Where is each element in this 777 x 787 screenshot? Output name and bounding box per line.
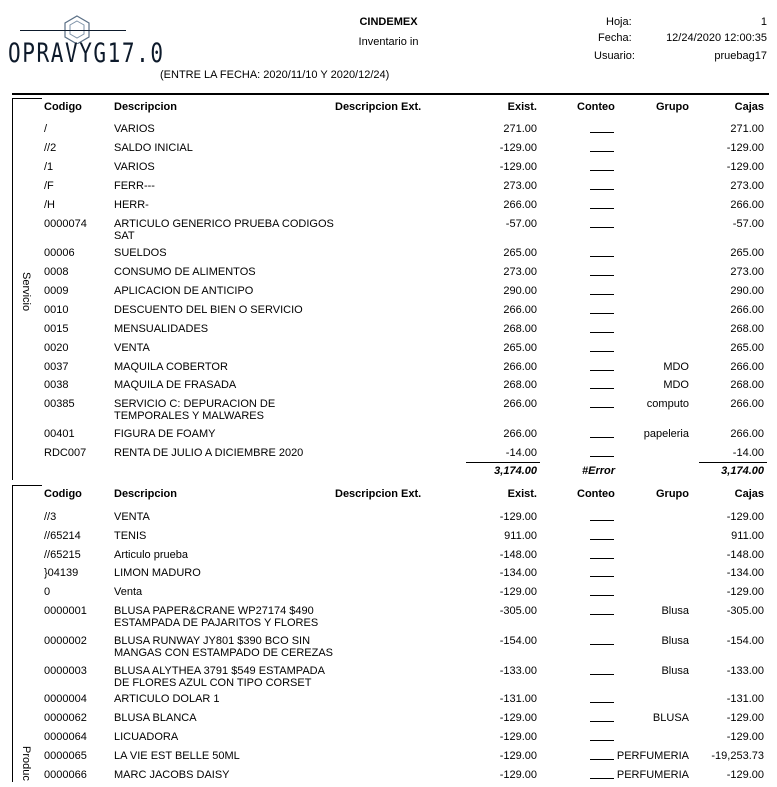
cell-exist: 266.00 <box>503 199 537 211</box>
cell-codigo: }04139 <box>44 567 79 579</box>
cell-descripcion: CONSUMO DE ALIMENTOS <box>114 266 256 278</box>
table-row <box>0 379 777 397</box>
cell-cajas: -129.00 <box>726 769 764 781</box>
col-exist: Exist. <box>507 101 537 113</box>
table-row <box>0 549 777 567</box>
table-row <box>0 398 777 422</box>
cell-cajas: 266.00 <box>730 428 764 440</box>
conteo-blank[interactable] <box>590 635 614 645</box>
cell-descripcion: VENTA <box>114 342 150 354</box>
cell-codigo: //2 <box>44 142 57 154</box>
cell-cajas: -129.00 <box>726 161 764 173</box>
cell-grupo: PERFUMERIA <box>616 769 689 781</box>
cell-cajas: -131.00 <box>726 693 764 705</box>
cell-exist: 273.00 <box>503 180 537 192</box>
cell-descripcion: RENTA DE JULIO A DICIEMBRE 2020 <box>114 447 304 459</box>
cell-codigo: //3 <box>44 511 57 523</box>
cell-descripcion: ARTICULO GENERICO PRUEBA CODIGOS SAT <box>114 218 334 242</box>
cell-descripcion: Articulo prueba <box>114 549 188 561</box>
cell-exist: -129.00 <box>499 731 537 743</box>
cell-codigo: 0000003 <box>44 665 87 677</box>
cell-exist: 265.00 <box>503 342 537 354</box>
table-row <box>0 511 777 529</box>
cell-codigo: //65215 <box>44 549 81 561</box>
table-row <box>0 447 777 465</box>
cell-cajas: -57.00 <box>732 218 764 230</box>
section-marker <box>12 485 42 486</box>
col-grupo: Grupo <box>656 488 689 500</box>
cell-codigo: 0000074 <box>44 218 87 230</box>
table-row <box>0 285 777 303</box>
cell-cajas: -129.00 <box>726 142 764 154</box>
conteo-blank[interactable] <box>590 605 614 615</box>
table-row <box>0 428 777 446</box>
total-exist: 3,174.00 <box>494 465 537 477</box>
cell-cajas: 271.00 <box>730 123 764 135</box>
cell-cajas: 266.00 <box>730 304 764 316</box>
cell-exist: -148.00 <box>499 549 537 561</box>
conteo-blank[interactable] <box>590 428 614 438</box>
cell-codigo: 00401 <box>44 428 75 440</box>
cell-exist: 268.00 <box>503 379 537 391</box>
conteo-blank[interactable] <box>590 199 614 209</box>
cell-exist: 266.00 <box>503 398 537 410</box>
column-header-row <box>0 101 777 119</box>
cell-descripcion: APLICACION DE ANTICIPO <box>114 285 254 297</box>
cell-exist: -129.00 <box>499 750 537 762</box>
cell-codigo: 0020 <box>44 342 69 354</box>
conteo-blank[interactable] <box>590 180 614 190</box>
section-marker <box>12 98 42 99</box>
col-descripcion: Descripcion <box>114 101 177 113</box>
cell-descripcion: MAQUILA COBERTOR <box>114 361 228 373</box>
cell-cajas: 266.00 <box>730 199 764 211</box>
cell-exist: -129.00 <box>499 142 537 154</box>
cell-codigo: 0009 <box>44 285 69 297</box>
cell-codigo: 0008 <box>44 266 69 278</box>
usuario-value: pruebag17 <box>714 50 767 62</box>
logo-rule <box>20 30 126 31</box>
conteo-blank[interactable] <box>590 769 614 779</box>
cell-codigo: 0037 <box>44 361 69 373</box>
cell-codigo: / <box>44 123 48 135</box>
col-codigo: Codigo <box>44 101 82 113</box>
cell-exist: -131.00 <box>499 693 537 705</box>
table-row <box>0 586 777 604</box>
table-row <box>0 266 777 284</box>
cell-exist: -305.00 <box>499 605 537 617</box>
cell-cajas: 266.00 <box>730 361 764 373</box>
report-title: Inventario in <box>358 36 419 48</box>
cell-descripcion: VARIOS <box>114 161 155 173</box>
cell-exist: -129.00 <box>499 511 537 523</box>
cell-descripcion: MARC JACOBS DAISY <box>114 769 230 781</box>
cell-cajas: 268.00 <box>730 379 764 391</box>
conteo-blank[interactable] <box>590 323 614 333</box>
cell-cajas: 911.00 <box>731 530 764 542</box>
cell-cajas: -305.00 <box>726 605 764 617</box>
cell-exist: -129.00 <box>499 586 537 598</box>
total-line <box>699 462 767 463</box>
cell-exist: 273.00 <box>503 266 537 278</box>
cell-grupo: papeleria <box>643 428 689 440</box>
cell-cajas: -129.00 <box>726 511 764 523</box>
conteo-blank[interactable] <box>590 447 614 457</box>
cell-descripcion: TENIS <box>114 530 147 542</box>
cell-descripcion: FIGURA DE FOAMY <box>114 428 216 440</box>
conteo-blank[interactable] <box>590 665 614 675</box>
conteo-blank[interactable] <box>590 549 614 559</box>
cell-descripcion: SUELDOS <box>114 247 167 259</box>
fecha-label: Fecha: <box>598 32 632 44</box>
table-row <box>0 693 777 711</box>
conteo-blank[interactable] <box>590 511 614 521</box>
cell-codigo: 0 <box>44 586 51 598</box>
table-row <box>0 304 777 322</box>
conteo-blank[interactable] <box>590 342 614 352</box>
company-name: CINDEMEX <box>359 16 418 28</box>
cell-descripcion: DESCUENTO DEL BIEN O SERVICIO <box>114 304 303 316</box>
col-codigo: Codigo <box>44 488 82 500</box>
conteo-blank[interactable] <box>590 712 614 722</box>
cell-cajas: -129.00 <box>726 712 764 724</box>
conteo-blank[interactable] <box>590 567 614 577</box>
table-row <box>0 323 777 341</box>
cell-codigo: /H <box>44 199 55 211</box>
table-row <box>0 712 777 730</box>
cell-codigo: /1 <box>44 161 54 173</box>
conteo-blank[interactable] <box>590 379 614 389</box>
cell-cajas: 290.00 <box>730 285 764 297</box>
conteo-blank[interactable] <box>590 586 614 596</box>
cell-exist: -57.00 <box>505 218 537 230</box>
table-row <box>0 142 777 160</box>
cell-descripcion: FERR--- <box>114 180 155 192</box>
cell-grupo: Blusa <box>661 665 689 677</box>
table-row <box>0 199 777 217</box>
cell-descripcion: ARTICULO DOLAR 1 <box>114 693 220 705</box>
cell-cajas: -129.00 <box>726 586 764 598</box>
table-row <box>0 665 777 689</box>
cell-descripcion: VARIOS <box>114 123 155 135</box>
cell-descripcion: BLUSA BLANCA <box>114 712 197 724</box>
cell-codigo: 0000064 <box>44 731 87 743</box>
cell-descripcion: LICUADORA <box>114 731 179 743</box>
cell-descripcion: MAQUILA DE FRASADA <box>114 379 237 391</box>
conteo-blank[interactable] <box>590 731 614 741</box>
header-divider <box>12 93 769 95</box>
table-row <box>0 567 777 585</box>
cell-grupo: PERFUMERIA <box>616 750 689 762</box>
col-conteo: Conteo <box>577 488 615 500</box>
cell-grupo: BLUSA <box>652 712 689 724</box>
cell-grupo: Blusa <box>661 605 689 617</box>
cell-codigo: 0000065 <box>44 750 87 762</box>
col-descripcion: Descripcion <box>114 488 177 500</box>
conteo-blank[interactable] <box>590 304 614 314</box>
cell-grupo: MDO <box>663 379 689 391</box>
total-cajas: 3,174.00 <box>721 465 764 477</box>
table-row <box>0 218 777 242</box>
cell-cajas: -133.00 <box>726 665 764 677</box>
conteo-blank[interactable] <box>590 218 614 228</box>
cell-descripcion: VENTA <box>114 511 150 523</box>
cell-cajas: 266.00 <box>730 398 764 410</box>
cell-cajas: 265.00 <box>730 247 764 259</box>
cell-cajas: 268.00 <box>730 323 764 335</box>
cell-descripcion: BLUSA ALYTHEA 3791 $549 ESTAMPADA DE FLORES AZUL CON TIPO CORSET <box>114 665 325 689</box>
cell-codigo: RDC007 <box>44 447 87 459</box>
cell-codigo: 0000066 <box>44 769 87 781</box>
conteo-blank[interactable] <box>590 142 614 152</box>
col-descripcion-ext: Descripcion Ext. <box>335 101 422 113</box>
conteo-blank[interactable] <box>590 161 614 171</box>
cell-descripcion: Venta <box>114 586 143 598</box>
cell-grupo: computo <box>646 398 689 410</box>
cell-codigo: 0010 <box>44 304 69 316</box>
conteo-blank[interactable] <box>590 361 614 371</box>
cell-cajas: -134.00 <box>726 567 764 579</box>
cell-codigo: 0015 <box>44 323 69 335</box>
cell-exist: -134.00 <box>499 567 537 579</box>
cell-codigo: 0038 <box>44 379 69 391</box>
total-conteo: #Error <box>582 465 616 477</box>
cell-codigo: 00385 <box>44 398 75 410</box>
conteo-blank[interactable] <box>590 123 614 133</box>
conteo-blank[interactable] <box>590 266 614 276</box>
cell-cajas: -19,253.73 <box>711 750 764 762</box>
logo-text: OPRAVYG17.0 <box>8 38 165 69</box>
conteo-blank[interactable] <box>590 530 614 540</box>
cell-exist: -129.00 <box>499 769 537 781</box>
cell-descripcion: SALDO INICIAL <box>114 142 193 154</box>
col-exist: Exist. <box>507 488 537 500</box>
usuario-label: Usuario: <box>594 50 635 62</box>
cell-codigo: 0000004 <box>44 693 87 705</box>
cell-codigo: /F <box>44 180 54 192</box>
cell-descripcion: MENSUALIDADES <box>114 323 209 335</box>
cell-exist: -129.00 <box>499 161 537 173</box>
col-descripcion-ext: Descripcion Ext. <box>335 488 422 500</box>
table-row <box>0 731 777 749</box>
section-label: Produc <box>20 746 32 781</box>
cell-descripcion: LA VIE EST BELLE 50ML <box>114 750 240 762</box>
cell-exist: 266.00 <box>503 304 537 316</box>
col-grupo: Grupo <box>656 101 689 113</box>
cell-exist: -14.00 <box>505 447 537 459</box>
col-cajas: Cajas <box>734 101 764 113</box>
table-row <box>0 530 777 548</box>
cell-grupo: MDO <box>663 361 689 373</box>
cell-cajas: 273.00 <box>730 266 764 278</box>
fecha-value: 12/24/2020 12:00:35 <box>666 32 767 44</box>
conteo-blank[interactable] <box>590 247 614 257</box>
table-row <box>0 769 777 787</box>
cell-exist: 268.00 <box>503 323 537 335</box>
section-label: Servicio <box>20 272 32 312</box>
conteo-blank[interactable] <box>590 398 614 408</box>
cell-cajas: -154.00 <box>726 635 764 647</box>
cell-codigo: 0000002 <box>44 635 87 647</box>
cell-cajas: -129.00 <box>726 731 764 743</box>
hoja-label: Hoja: <box>606 16 632 28</box>
conteo-blank[interactable] <box>590 285 614 295</box>
total-row <box>0 465 777 483</box>
cell-codigo: 0000001 <box>44 605 87 617</box>
table-row <box>0 750 777 768</box>
cell-cajas: -14.00 <box>732 447 764 459</box>
table-row <box>0 342 777 360</box>
table-row <box>0 635 777 659</box>
cell-exist: 265.00 <box>503 247 537 259</box>
cell-exist: 911.00 <box>504 530 537 542</box>
cell-descripcion: SERVICIO C: DEPURACION DE TEMPORALES Y MALWARES <box>114 398 276 422</box>
cell-descripcion: HERR- <box>114 199 149 211</box>
cell-exist: -154.00 <box>499 635 537 647</box>
cell-exist: 290.00 <box>503 285 537 297</box>
cell-exist: -133.00 <box>499 665 537 677</box>
table-row <box>0 247 777 265</box>
table-row <box>0 161 777 179</box>
cell-descripcion: BLUSA PAPER&CRANE WP27174 $490 ESTAMPADA DE PAJARITOS Y FLORES <box>114 605 319 629</box>
cell-codigo: //65214 <box>44 530 81 542</box>
date-range: (ENTRE LA FECHA: 2020/11/10 Y 2020/12/24) <box>160 69 390 81</box>
cell-descripcion: BLUSA RUNWAY JY801 $390 BCO SIN MANGAS CON ESTAMPADO DE CEREZAS <box>114 635 334 659</box>
cell-exist: 266.00 <box>503 361 537 373</box>
cell-exist: -129.00 <box>499 712 537 724</box>
table-row <box>0 123 777 141</box>
cell-codigo: 0000062 <box>44 712 87 724</box>
cell-exist: 266.00 <box>503 428 537 440</box>
table-row <box>0 361 777 379</box>
cell-cajas: 265.00 <box>730 342 764 354</box>
cell-exist: 271.00 <box>503 123 537 135</box>
hoja-value: 1 <box>760 16 767 28</box>
total-line <box>466 462 540 463</box>
col-conteo: Conteo <box>577 101 615 113</box>
column-header-row <box>0 488 777 506</box>
cell-grupo: Blusa <box>661 635 689 647</box>
conteo-blank[interactable] <box>590 750 614 760</box>
conteo-blank[interactable] <box>590 693 614 703</box>
table-row <box>0 180 777 198</box>
cell-cajas: 273.00 <box>730 180 764 192</box>
cell-codigo: 00006 <box>44 247 75 259</box>
cell-descripcion: LIMON MADURO <box>114 567 201 579</box>
table-row <box>0 605 777 629</box>
cell-cajas: -148.00 <box>726 549 764 561</box>
col-cajas: Cajas <box>734 488 764 500</box>
